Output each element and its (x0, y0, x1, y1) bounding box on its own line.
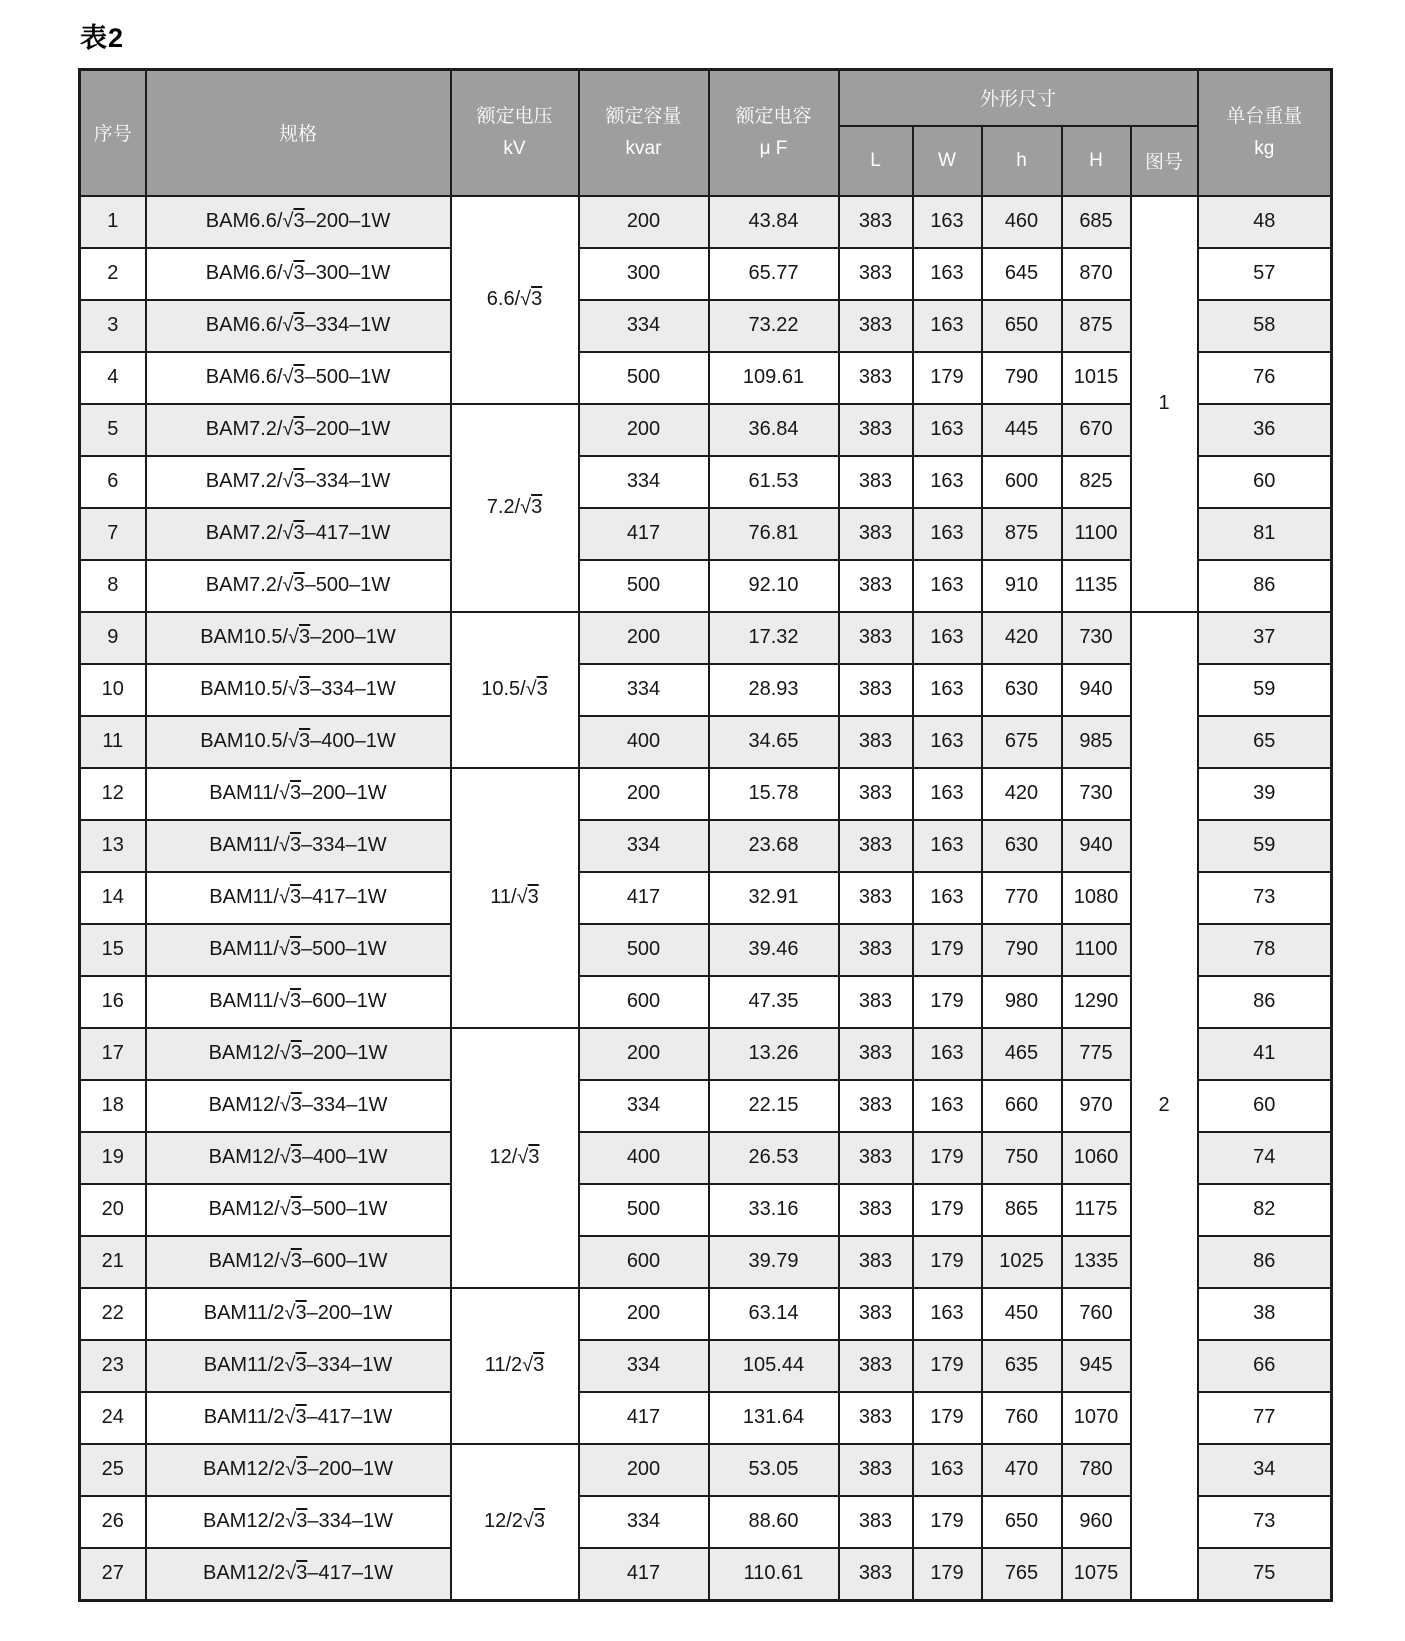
cell-specification: BAM11/2√3–334–1W (146, 1340, 451, 1392)
cell-rated-capacitance: 15.78 (709, 768, 839, 820)
cell-rated-capacitance: 26.53 (709, 1132, 839, 1184)
cell-dim-h-small: 465 (982, 1028, 1062, 1080)
cell-dim-h-small: 865 (982, 1184, 1062, 1236)
header-row-top (80, 70, 1332, 126)
cell-unit-weight: 48 (1198, 196, 1332, 248)
cell-specification: BAM6.6/√3–334–1W (146, 300, 451, 352)
cell-dim-h-small: 470 (982, 1444, 1062, 1496)
cell-rated-capacity: 334 (579, 456, 709, 508)
cell-dim-h-small: 450 (982, 1288, 1062, 1340)
cell-unit-weight: 59 (1198, 664, 1332, 716)
cell-dim-w: 163 (913, 1080, 982, 1132)
cell-serial-number: 7 (80, 508, 146, 560)
cell-dim-h-big: 1135 (1062, 560, 1131, 612)
cell-dim-h-big: 775 (1062, 1028, 1131, 1080)
header-rated-voltage-label: 额定电压 (476, 106, 553, 128)
cell-dim-w: 179 (913, 1132, 982, 1184)
cell-dim-h-big: 1335 (1062, 1236, 1131, 1288)
cell-dim-h-big: 825 (1062, 456, 1131, 508)
cell-serial-number: 3 (80, 300, 146, 352)
cell-dim-l: 383 (839, 1340, 913, 1392)
cell-rated-voltage: 12/2√3 (451, 1444, 579, 1601)
header-rated-capacitance-label: 额定电容 (735, 106, 812, 128)
header-unit-weight-label: 单台重量 (1226, 106, 1303, 128)
cell-dim-w: 179 (913, 1340, 982, 1392)
cell-unit-weight: 36 (1198, 404, 1332, 456)
cell-rated-capacitance: 88.60 (709, 1496, 839, 1548)
cell-serial-number: 20 (80, 1184, 146, 1236)
cell-dim-w: 163 (913, 508, 982, 560)
cell-rated-capacity: 200 (579, 404, 709, 456)
cell-rated-capacitance: 73.22 (709, 300, 839, 352)
cell-dim-w: 163 (913, 404, 982, 456)
cell-serial-number: 13 (80, 820, 146, 872)
cell-serial-number: 19 (80, 1132, 146, 1184)
cell-dim-h-small: 420 (982, 768, 1062, 820)
header-figure-number: 图号 (1131, 126, 1198, 196)
cell-dim-l: 383 (839, 300, 913, 352)
cell-dim-w: 163 (913, 196, 982, 248)
cell-unit-weight: 34 (1198, 1444, 1332, 1496)
cell-dim-h-small: 630 (982, 664, 1062, 716)
cell-dim-l: 383 (839, 352, 913, 404)
header-dim-w: W (913, 126, 982, 196)
cell-dim-h-small: 790 (982, 924, 1062, 976)
cell-specification: BAM11/√3–500–1W (146, 924, 451, 976)
header-dim-l: L (839, 126, 913, 196)
cell-rated-capacitance: 105.44 (709, 1340, 839, 1392)
cell-dim-h-small: 875 (982, 508, 1062, 560)
cell-unit-weight: 86 (1198, 1236, 1332, 1288)
cell-rated-voltage: 12/√3 (451, 1028, 579, 1288)
cell-serial-number: 16 (80, 976, 146, 1028)
header-rated-capacitance (709, 70, 839, 196)
cell-dim-l: 383 (839, 664, 913, 716)
cell-dim-w: 179 (913, 976, 982, 1028)
cell-rated-capacitance: 92.10 (709, 560, 839, 612)
cell-serial-number: 4 (80, 352, 146, 404)
cell-dim-h-small: 675 (982, 716, 1062, 768)
cell-rated-capacitance: 39.46 (709, 924, 839, 976)
cell-specification: BAM11/2√3–417–1W (146, 1392, 451, 1444)
cell-specification: BAM11/2√3–200–1W (146, 1288, 451, 1340)
cell-rated-capacitance: 28.93 (709, 664, 839, 716)
cell-rated-capacitance: 65.77 (709, 248, 839, 300)
cell-dim-h-big: 670 (1062, 404, 1131, 456)
cell-specification: BAM7.2/√3–200–1W (146, 404, 451, 456)
cell-rated-capacity: 334 (579, 1080, 709, 1132)
cell-figure-number: 1 (1131, 196, 1198, 612)
cell-serial-number: 21 (80, 1236, 146, 1288)
cell-rated-capacity: 400 (579, 1132, 709, 1184)
cell-dim-w: 163 (913, 716, 982, 768)
cell-rated-capacitance: 110.61 (709, 1548, 839, 1601)
cell-dim-w: 163 (913, 768, 982, 820)
cell-dim-h-small: 760 (982, 1392, 1062, 1444)
cell-rated-capacity: 417 (579, 508, 709, 560)
cell-dim-w: 179 (913, 1184, 982, 1236)
cell-rated-capacitance: 131.64 (709, 1392, 839, 1444)
cell-dim-w: 163 (913, 872, 982, 924)
cell-rated-capacity: 600 (579, 976, 709, 1028)
cell-serial-number: 18 (80, 1080, 146, 1132)
cell-specification: BAM10.5/√3–200–1W (146, 612, 451, 664)
cell-dim-l: 383 (839, 768, 913, 820)
cell-dim-l: 383 (839, 716, 913, 768)
cell-dim-h-small: 770 (982, 872, 1062, 924)
cell-dim-l: 383 (839, 1444, 913, 1496)
cell-specification: BAM6.6/√3–500–1W (146, 352, 451, 404)
cell-rated-capacitance: 76.81 (709, 508, 839, 560)
cell-rated-capacitance: 109.61 (709, 352, 839, 404)
cell-rated-capacity: 334 (579, 300, 709, 352)
cell-specification: BAM10.5/√3–334–1W (146, 664, 451, 716)
cell-dim-l: 383 (839, 196, 913, 248)
cell-dim-l: 383 (839, 1028, 913, 1080)
cell-rated-capacitance: 36.84 (709, 404, 839, 456)
cell-specification: BAM12/2√3–334–1W (146, 1496, 451, 1548)
cell-dim-w: 179 (913, 1496, 982, 1548)
cell-rated-capacitance: 39.79 (709, 1236, 839, 1288)
cell-specification: BAM7.2/√3–334–1W (146, 456, 451, 508)
cell-unit-weight: 78 (1198, 924, 1332, 976)
cell-dim-w: 179 (913, 352, 982, 404)
cell-unit-weight: 65 (1198, 716, 1332, 768)
cell-dim-h-big: 875 (1062, 300, 1131, 352)
header-rated-voltage (451, 70, 579, 196)
cell-specification: BAM12/2√3–417–1W (146, 1548, 451, 1601)
cell-rated-capacity: 334 (579, 820, 709, 872)
cell-dim-w: 179 (913, 1236, 982, 1288)
cell-specification: BAM12/√3–400–1W (146, 1132, 451, 1184)
cell-unit-weight: 73 (1198, 872, 1332, 924)
cell-dim-h-small: 765 (982, 1548, 1062, 1601)
cell-rated-voltage: 10.5/√3 (451, 612, 579, 768)
cell-rated-capacity: 200 (579, 1444, 709, 1496)
cell-dim-h-big: 1070 (1062, 1392, 1131, 1444)
cell-unit-weight: 39 (1198, 768, 1332, 820)
cell-dim-h-big: 730 (1062, 612, 1131, 664)
cell-rated-capacity: 600 (579, 1236, 709, 1288)
cell-dim-l: 383 (839, 248, 913, 300)
cell-specification: BAM6.6/√3–200–1W (146, 196, 451, 248)
cell-unit-weight: 60 (1198, 456, 1332, 508)
cell-serial-number: 12 (80, 768, 146, 820)
cell-dim-h-small: 445 (982, 404, 1062, 456)
cell-unit-weight: 75 (1198, 1548, 1332, 1601)
header-rated-capacity-unit: kvar (625, 137, 662, 159)
cell-rated-capacity: 200 (579, 1288, 709, 1340)
cell-rated-capacitance: 22.15 (709, 1080, 839, 1132)
cell-unit-weight: 81 (1198, 508, 1332, 560)
cell-dim-h-small: 750 (982, 1132, 1062, 1184)
cell-dim-w: 179 (913, 1392, 982, 1444)
cell-unit-weight: 59 (1198, 820, 1332, 872)
cell-serial-number: 24 (80, 1392, 146, 1444)
cell-rated-capacity: 200 (579, 768, 709, 820)
cell-dim-h-big: 1100 (1062, 924, 1131, 976)
cell-dim-l: 383 (839, 924, 913, 976)
cell-dim-w: 163 (913, 456, 982, 508)
cell-dim-h-small: 790 (982, 352, 1062, 404)
cell-rated-capacity: 500 (579, 1184, 709, 1236)
cell-dim-l: 383 (839, 560, 913, 612)
cell-unit-weight: 66 (1198, 1340, 1332, 1392)
header-dim-h-big: H (1062, 126, 1131, 196)
cell-serial-number: 26 (80, 1496, 146, 1548)
cell-specification: BAM12/√3–500–1W (146, 1184, 451, 1236)
cell-rated-voltage: 11/√3 (451, 768, 579, 1028)
cell-dim-h-big: 1175 (1062, 1184, 1131, 1236)
cell-dim-w: 163 (913, 1288, 982, 1340)
cell-dim-h-big: 730 (1062, 768, 1131, 820)
cell-specification: BAM12/√3–334–1W (146, 1080, 451, 1132)
cell-serial-number: 10 (80, 664, 146, 716)
header-unit-weight (1198, 70, 1332, 196)
cell-dim-h-small: 460 (982, 196, 1062, 248)
cell-dim-h-big: 1075 (1062, 1548, 1131, 1601)
cell-rated-capacity: 200 (579, 1028, 709, 1080)
cell-dim-l: 383 (839, 1548, 913, 1601)
cell-dim-h-big: 870 (1062, 248, 1131, 300)
cell-unit-weight: 86 (1198, 560, 1332, 612)
cell-rated-capacity: 400 (579, 716, 709, 768)
cell-specification: BAM11/√3–200–1W (146, 768, 451, 820)
cell-serial-number: 17 (80, 1028, 146, 1080)
cell-dim-h-small: 630 (982, 820, 1062, 872)
cell-unit-weight: 74 (1198, 1132, 1332, 1184)
cell-rated-capacitance: 13.26 (709, 1028, 839, 1080)
cell-dim-h-small: 600 (982, 456, 1062, 508)
cell-figure-number: 2 (1131, 612, 1198, 1601)
cell-unit-weight: 41 (1198, 1028, 1332, 1080)
cell-dim-h-big: 945 (1062, 1340, 1131, 1392)
cell-specification: BAM6.6/√3–300–1W (146, 248, 451, 300)
cell-serial-number: 9 (80, 612, 146, 664)
cell-rated-capacitance: 43.84 (709, 196, 839, 248)
cell-unit-weight: 60 (1198, 1080, 1332, 1132)
cell-dim-w: 163 (913, 560, 982, 612)
cell-serial-number: 22 (80, 1288, 146, 1340)
cell-unit-weight: 58 (1198, 300, 1332, 352)
cell-dim-h-big: 1060 (1062, 1132, 1131, 1184)
cell-dim-h-small: 645 (982, 248, 1062, 300)
cell-serial-number: 14 (80, 872, 146, 924)
cell-rated-capacity: 500 (579, 924, 709, 976)
cell-rated-capacity: 500 (579, 560, 709, 612)
cell-dim-w: 163 (913, 612, 982, 664)
cell-dim-h-big: 685 (1062, 196, 1131, 248)
cell-dim-h-small: 650 (982, 300, 1062, 352)
cell-dim-l: 383 (839, 456, 913, 508)
table-header (80, 70, 1332, 196)
cell-rated-voltage: 7.2/√3 (451, 404, 579, 612)
cell-dim-l: 383 (839, 404, 913, 456)
cell-dim-h-big: 1080 (1062, 872, 1131, 924)
cell-serial-number: 6 (80, 456, 146, 508)
cell-dim-l: 383 (839, 976, 913, 1028)
table-body (80, 196, 1332, 1601)
cell-dim-w: 179 (913, 1548, 982, 1601)
cell-specification: BAM12/√3–200–1W (146, 1028, 451, 1080)
cell-dim-l: 383 (839, 1132, 913, 1184)
cell-rated-capacity: 200 (579, 612, 709, 664)
cell-unit-weight: 57 (1198, 248, 1332, 300)
cell-rated-voltage: 6.6/√3 (451, 196, 579, 404)
cell-serial-number: 15 (80, 924, 146, 976)
cell-serial-number: 25 (80, 1444, 146, 1496)
cell-rated-capacity: 334 (579, 1340, 709, 1392)
cell-rated-capacity: 300 (579, 248, 709, 300)
cell-dim-l: 383 (839, 508, 913, 560)
cell-rated-capacitance: 23.68 (709, 820, 839, 872)
cell-dim-h-big: 940 (1062, 820, 1131, 872)
cell-dim-h-small: 980 (982, 976, 1062, 1028)
header-specification: 规格 (146, 70, 451, 196)
cell-dim-l: 383 (839, 1288, 913, 1340)
cell-rated-capacitance: 61.53 (709, 456, 839, 508)
cell-rated-capacitance: 17.32 (709, 612, 839, 664)
cell-unit-weight: 77 (1198, 1392, 1332, 1444)
header-rated-capacitance-unit: μ F (759, 137, 788, 159)
cell-dim-l: 383 (839, 1184, 913, 1236)
cell-dim-h-big: 1100 (1062, 508, 1131, 560)
cell-serial-number: 2 (80, 248, 146, 300)
capacitor-spec-table (78, 68, 1333, 1602)
cell-rated-capacitance: 53.05 (709, 1444, 839, 1496)
cell-specification: BAM7.2/√3–500–1W (146, 560, 451, 612)
header-rated-capacity-label: 额定容量 (605, 106, 682, 128)
cell-specification: BAM10.5/√3–400–1W (146, 716, 451, 768)
cell-rated-capacitance: 63.14 (709, 1288, 839, 1340)
cell-unit-weight: 82 (1198, 1184, 1332, 1236)
cell-dim-h-small: 650 (982, 1496, 1062, 1548)
cell-rated-capacity: 334 (579, 664, 709, 716)
cell-rated-capacity: 500 (579, 352, 709, 404)
cell-dim-h-small: 635 (982, 1340, 1062, 1392)
header-unit-weight-unit: kg (1254, 137, 1275, 159)
cell-unit-weight: 86 (1198, 976, 1332, 1028)
cell-specification: BAM11/√3–334–1W (146, 820, 451, 872)
cell-serial-number: 11 (80, 716, 146, 768)
header-overall-dimensions: 外形尺寸 (839, 70, 1198, 126)
cell-dim-w: 163 (913, 820, 982, 872)
cell-dim-l: 383 (839, 1080, 913, 1132)
cell-dim-h-small: 420 (982, 612, 1062, 664)
cell-unit-weight: 73 (1198, 1496, 1332, 1548)
cell-rated-capacitance: 34.65 (709, 716, 839, 768)
cell-dim-h-big: 1290 (1062, 976, 1131, 1028)
cell-dim-h-big: 780 (1062, 1444, 1131, 1496)
cell-rated-capacity: 417 (579, 872, 709, 924)
header-rated-capacity (579, 70, 709, 196)
cell-serial-number: 8 (80, 560, 146, 612)
cell-specification: BAM7.2/√3–417–1W (146, 508, 451, 560)
cell-dim-w: 163 (913, 664, 982, 716)
cell-unit-weight: 38 (1198, 1288, 1332, 1340)
cell-serial-number: 23 (80, 1340, 146, 1392)
cell-dim-h-small: 660 (982, 1080, 1062, 1132)
cell-dim-w: 163 (913, 248, 982, 300)
table-row (80, 196, 1332, 248)
cell-specification: BAM11/√3–417–1W (146, 872, 451, 924)
cell-rated-voltage: 11/2√3 (451, 1288, 579, 1444)
cell-specification: BAM12/√3–600–1W (146, 1236, 451, 1288)
cell-dim-w: 163 (913, 1444, 982, 1496)
cell-specification: BAM12/2√3–200–1W (146, 1444, 451, 1496)
table-row (80, 612, 1332, 664)
cell-dim-h-big: 960 (1062, 1496, 1131, 1548)
cell-dim-h-big: 1015 (1062, 352, 1131, 404)
cell-specification: BAM11/√3–600–1W (146, 976, 451, 1028)
cell-unit-weight: 76 (1198, 352, 1332, 404)
cell-dim-l: 383 (839, 1392, 913, 1444)
cell-dim-w: 163 (913, 1028, 982, 1080)
table-title: 表2 (80, 23, 125, 53)
cell-dim-l: 383 (839, 1236, 913, 1288)
cell-serial-number: 27 (80, 1548, 146, 1601)
cell-rated-capacity: 417 (579, 1392, 709, 1444)
cell-dim-l: 383 (839, 1496, 913, 1548)
cell-dim-w: 163 (913, 300, 982, 352)
cell-dim-l: 383 (839, 612, 913, 664)
cell-serial-number: 1 (80, 196, 146, 248)
cell-dim-h-small: 910 (982, 560, 1062, 612)
cell-serial-number: 5 (80, 404, 146, 456)
header-dim-h-small: h (982, 126, 1062, 196)
header-rated-voltage-unit: kV (503, 137, 526, 159)
cell-rated-capacitance: 33.16 (709, 1184, 839, 1236)
cell-dim-l: 383 (839, 820, 913, 872)
cell-dim-h-big: 940 (1062, 664, 1131, 716)
cell-rated-capacity: 417 (579, 1548, 709, 1601)
cell-dim-h-big: 760 (1062, 1288, 1131, 1340)
cell-unit-weight: 37 (1198, 612, 1332, 664)
cell-dim-h-small: 1025 (982, 1236, 1062, 1288)
header-serial-number: 序号 (80, 70, 146, 196)
cell-rated-capacitance: 32.91 (709, 872, 839, 924)
cell-dim-w: 179 (913, 924, 982, 976)
cell-rated-capacity: 334 (579, 1496, 709, 1548)
cell-dim-l: 383 (839, 872, 913, 924)
cell-dim-h-big: 985 (1062, 716, 1131, 768)
cell-dim-h-big: 970 (1062, 1080, 1131, 1132)
cell-rated-capacitance: 47.35 (709, 976, 839, 1028)
cell-rated-capacity: 200 (579, 196, 709, 248)
